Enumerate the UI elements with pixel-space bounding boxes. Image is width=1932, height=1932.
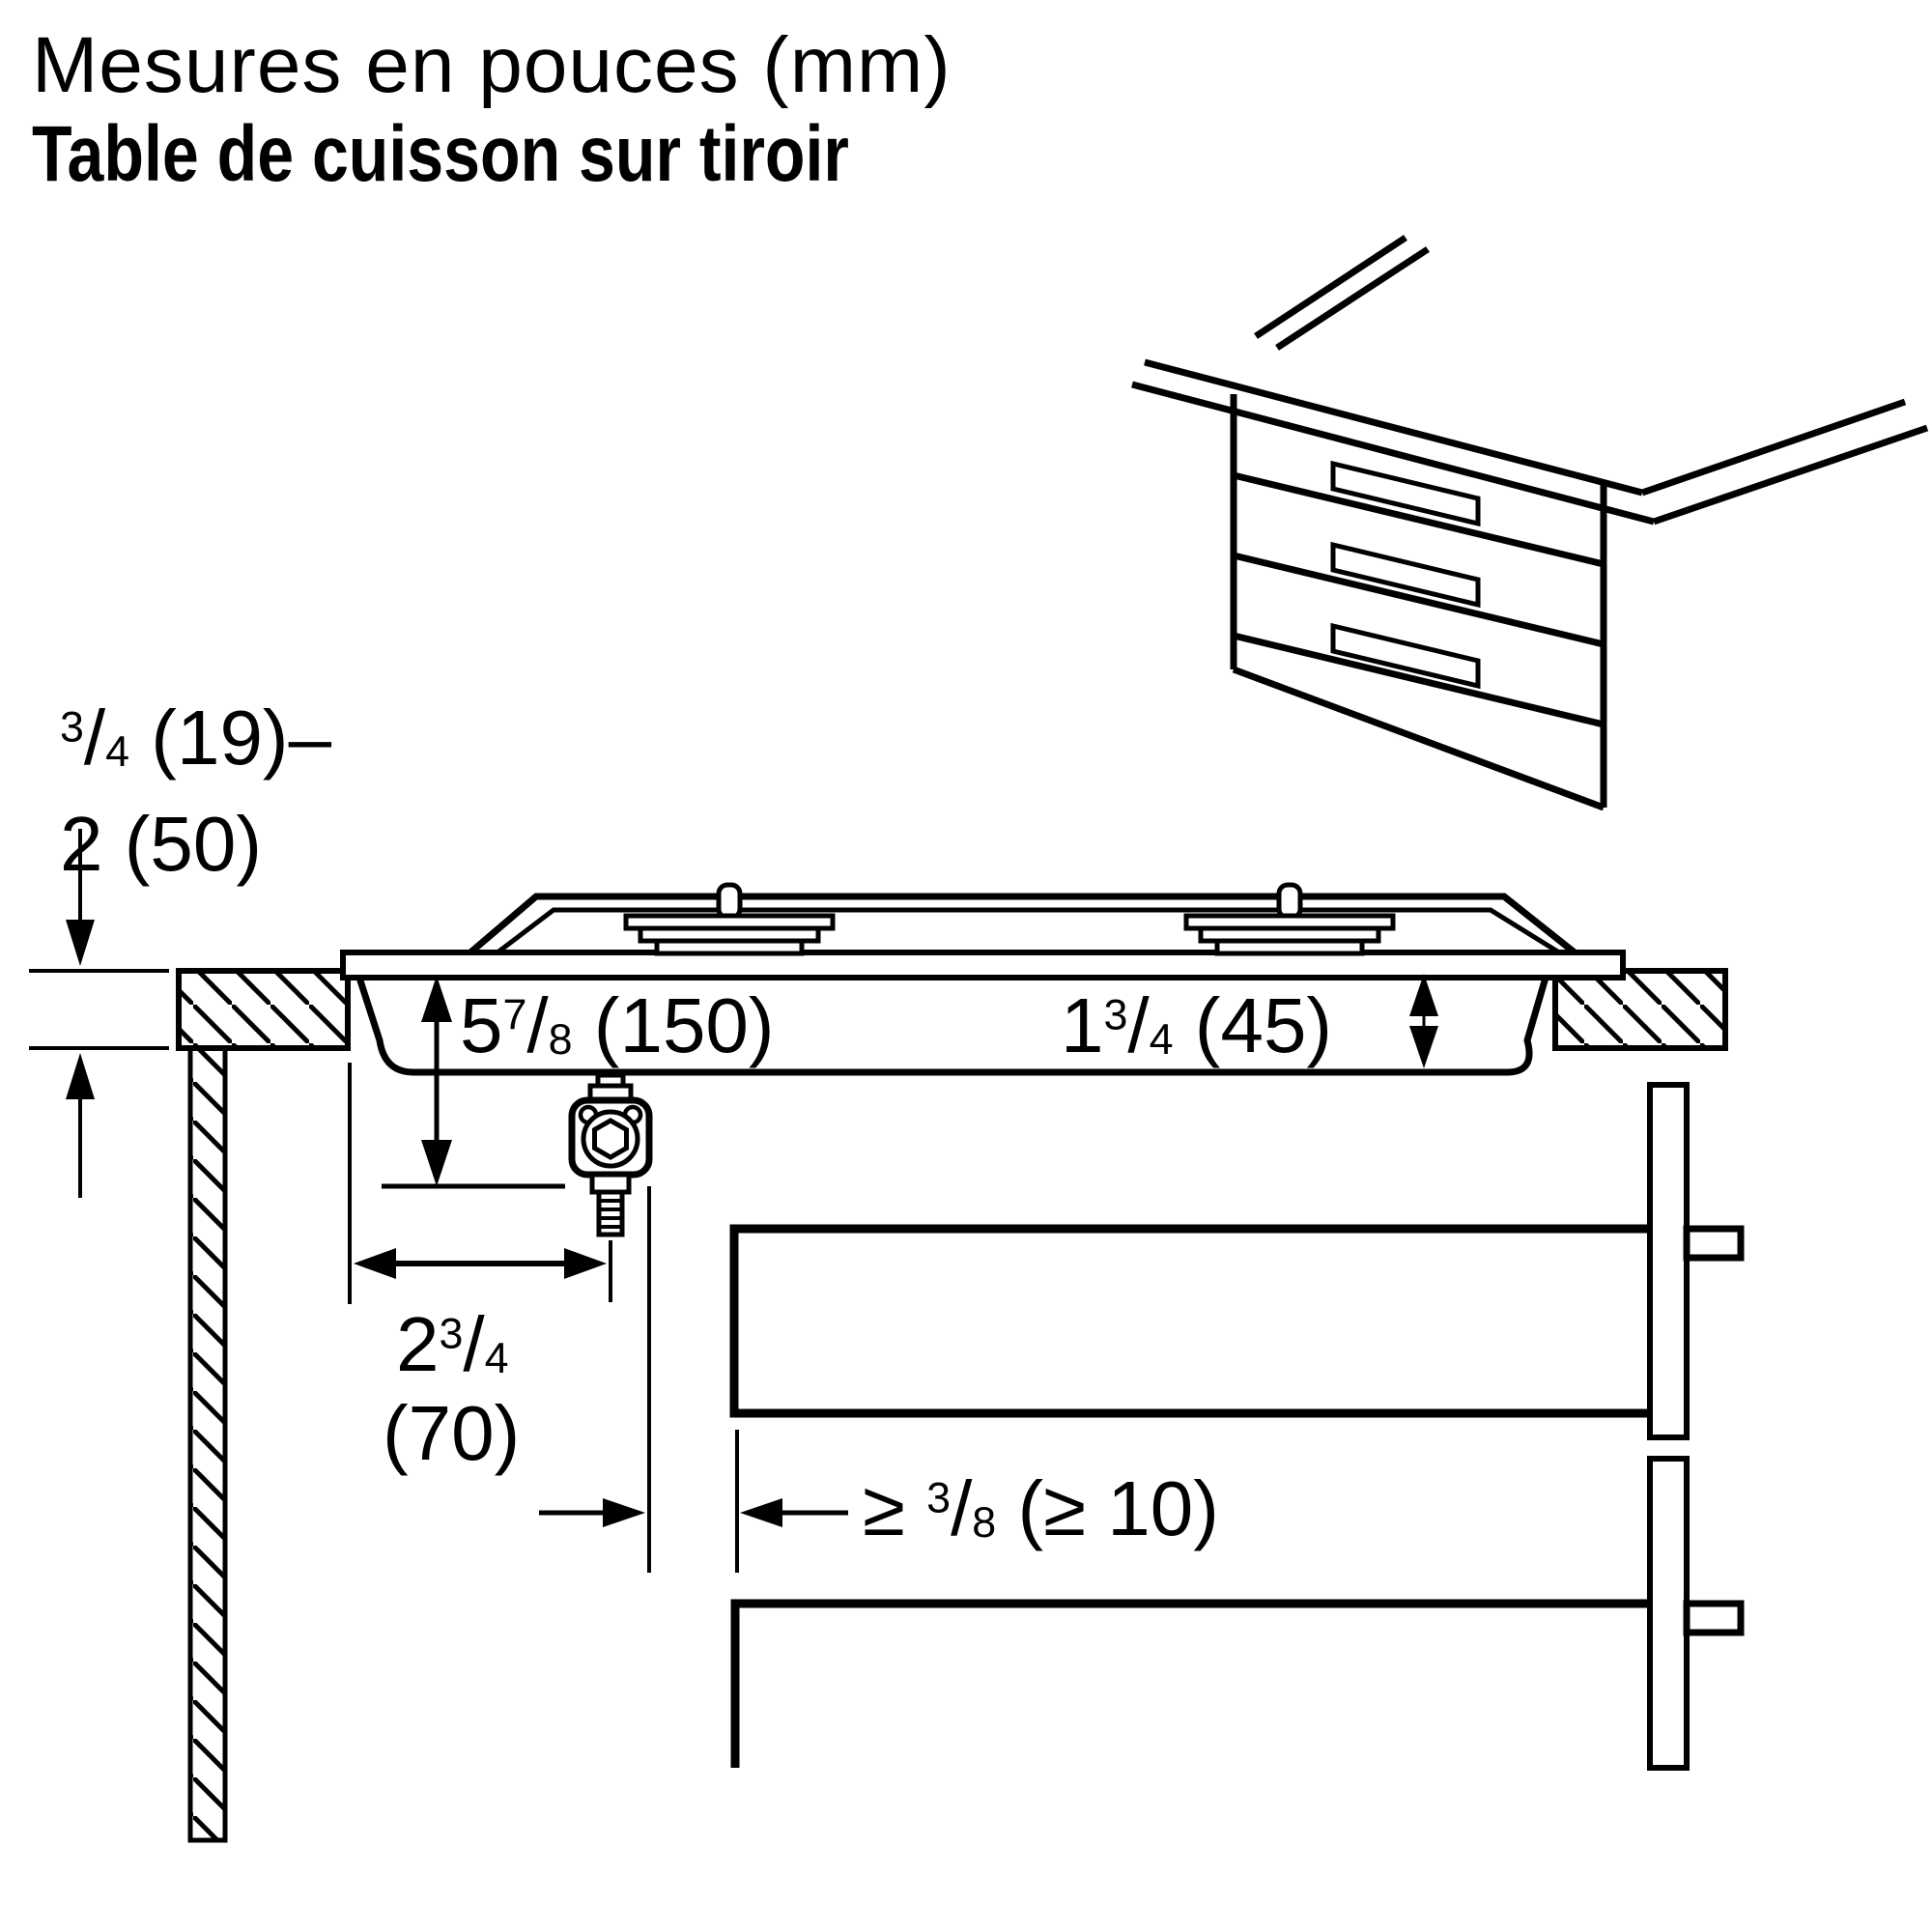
countertop-right-block [1555, 971, 1725, 1048]
arrow-right-icon [564, 1248, 607, 1279]
label-valve-offset-inches: $2^3/4$ [396, 1301, 509, 1387]
arrow-down-icon [1409, 1026, 1438, 1068]
cross-section [29, 829, 1741, 1840]
drawer-upper [734, 1085, 1741, 1437]
label-counter-thickness-line1: $^3$/4 (19)– [60, 695, 332, 781]
arrow-up-icon [421, 976, 452, 1022]
valve-offset-dimension [350, 1063, 607, 1304]
drawer-lower-handle [1687, 1604, 1741, 1633]
cabinet-side-panel [190, 1048, 225, 1840]
drawer-upper-front [1650, 1085, 1687, 1437]
arrow-down-icon [421, 1140, 452, 1186]
tub-depth-dimension [1409, 974, 1438, 1068]
label-counter-thickness-line2: 2 (50) [60, 801, 262, 887]
cooktop-slab [343, 952, 1623, 978]
isometric-cabinet-inset [1132, 238, 1927, 808]
iso-corner-edge-outer [1256, 238, 1406, 336]
iso-drawer-divider-1 [1234, 475, 1604, 564]
arrow-up-icon [66, 1053, 95, 1099]
label-clearance-below-hob: $5^7/8$ (150) [460, 982, 775, 1068]
iso-corner-edge-inner [1277, 249, 1428, 348]
valve-hex-nut-icon [595, 1121, 627, 1157]
drawer-lower-front [1650, 1459, 1687, 1768]
page-title-product: Table de cuisson sur tiroir [32, 110, 849, 198]
drawer-upper-box [734, 1229, 1650, 1413]
label-hob-tub-depth: $1^3/4$ (45) [1061, 982, 1333, 1068]
drawer-lower-box [735, 1604, 1650, 1768]
countertop-left-block [179, 971, 348, 1048]
iso-drawer-divider-2 [1234, 555, 1604, 644]
arrow-left-icon [354, 1248, 396, 1279]
page-title-measures: Mesures en pouces (mm) [32, 21, 952, 109]
iso-cabinet-bottom-edge [1234, 669, 1604, 808]
iso-countertop-top-edge [1145, 362, 1642, 493]
label-drawer-clearance: ≥ $^3$/8 (≥ 10) [863, 1465, 1219, 1551]
arrow-right-icon [603, 1498, 645, 1527]
arrow-down-icon [66, 920, 95, 966]
label-valve-offset-mm: (70) [383, 1390, 521, 1476]
arrow-left-icon [740, 1498, 782, 1527]
valve-threaded-nipple [597, 1192, 624, 1235]
valve-neck [592, 1175, 629, 1192]
drawer-upper-handle [1687, 1229, 1741, 1258]
drawer-clearance-dimension [539, 1186, 848, 1573]
